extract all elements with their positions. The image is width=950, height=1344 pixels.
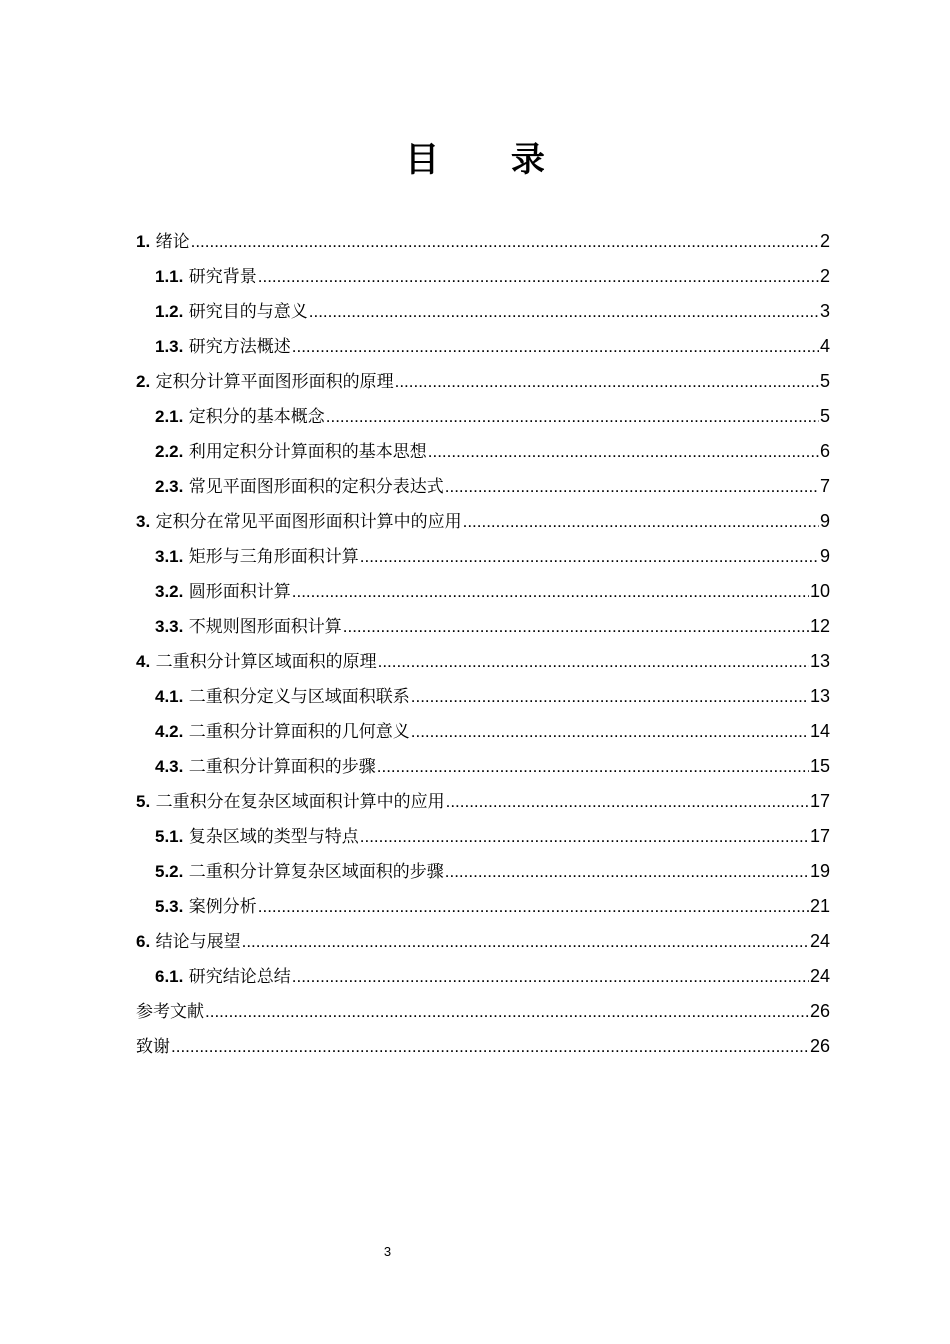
toc-entry[interactable] <box>136 683 830 718</box>
toc-entry-label <box>155 684 410 710</box>
toc-entry-page: 17 <box>809 826 830 846</box>
toc-entry-title: 二重积分计算复杂区域面积的步骤 <box>183 862 444 882</box>
toc-entry-title: 二重积分定义与区域面积联系 <box>183 687 410 707</box>
toc-entry-number: 2.3. <box>155 477 184 496</box>
toc-entry-number: 6.1. <box>155 967 184 986</box>
toc-entry-title: 研究目的与意义 <box>183 302 308 322</box>
toc-entry-number: 3.3. <box>155 617 184 636</box>
toc-entry-page: 10 <box>809 581 830 601</box>
toc-entry[interactable] <box>136 333 830 368</box>
toc-entry-label <box>155 824 359 850</box>
toc-entry[interactable] <box>136 263 830 298</box>
toc-dot-leader <box>445 859 809 885</box>
toc-entry-label <box>155 719 410 745</box>
toc-entry-page: 26 <box>809 1001 830 1021</box>
toc-dot-leader <box>428 439 819 465</box>
toc-dot-leader <box>360 824 809 850</box>
toc-entry-title: 二重积分在复杂区域面积计算中的应用 <box>150 792 445 812</box>
toc-entry-label <box>136 1034 170 1060</box>
toc-entry-page: 3 <box>819 301 830 321</box>
toc-entry-number: 6. <box>136 932 151 951</box>
toc-dot-leader <box>242 929 809 955</box>
toc-dot-leader <box>463 509 819 535</box>
toc-entry-title: 绪论 <box>150 232 190 252</box>
toc-entry-title: 二重积分计算区域面积的原理 <box>150 652 377 672</box>
toc-entry-label <box>155 474 444 500</box>
toc-entry[interactable] <box>136 928 830 963</box>
toc-entry-title: 定积分计算平面图形面积的原理 <box>150 372 394 392</box>
toc-entry-page: 21 <box>809 896 830 916</box>
toc-entry[interactable] <box>136 403 830 438</box>
toc-entry-number: 1.3. <box>155 337 184 356</box>
toc-dot-leader <box>258 264 819 290</box>
toc-entry[interactable] <box>136 963 830 998</box>
toc-entry-title: 研究结论总结 <box>183 967 291 987</box>
toc-dot-leader <box>171 1034 809 1060</box>
toc-entry-label <box>155 614 342 640</box>
toc-entry-page: 17 <box>809 791 830 811</box>
toc-dot-leader <box>191 229 819 255</box>
table-of-contents <box>136 228 830 1068</box>
toc-entry[interactable] <box>136 438 830 473</box>
toc-entry-title: 研究方法概述 <box>183 337 291 357</box>
toc-entry[interactable] <box>136 368 830 403</box>
toc-dot-leader <box>292 964 809 990</box>
toc-entry-title: 常见平面图形面积的定积分表达式 <box>183 477 444 497</box>
toc-entry-label <box>155 894 257 920</box>
toc-entry-label <box>136 509 462 535</box>
toc-entry[interactable] <box>136 1033 830 1068</box>
toc-dot-leader <box>377 754 809 780</box>
toc-dot-leader <box>378 649 809 675</box>
toc-entry-number: 1. <box>136 232 151 251</box>
toc-entry[interactable] <box>136 508 830 543</box>
toc-entry-label <box>136 369 394 395</box>
toc-entry-page: 9 <box>819 511 830 531</box>
toc-dot-leader <box>411 719 809 745</box>
toc-entry-label <box>155 544 359 570</box>
toc-entry[interactable] <box>136 228 830 263</box>
toc-entry-number: 2.1. <box>155 407 184 426</box>
toc-entry-page: 5 <box>819 371 830 391</box>
toc-dot-leader <box>360 544 819 570</box>
toc-dot-leader <box>411 684 809 710</box>
toc-entry-page: 13 <box>809 686 830 706</box>
toc-entry-number: 4.1. <box>155 687 184 706</box>
toc-entry[interactable] <box>136 893 830 928</box>
toc-entry-page: 4 <box>819 336 830 356</box>
toc-entry-title: 不规则图形面积计算 <box>183 617 342 637</box>
toc-entry[interactable] <box>136 543 830 578</box>
toc-entry-title: 致谢 <box>136 1037 170 1057</box>
toc-entry-label <box>136 999 204 1025</box>
toc-entry-number: 1.2. <box>155 302 184 321</box>
toc-entry[interactable] <box>136 998 830 1033</box>
toc-dot-leader <box>395 369 819 395</box>
toc-entry-label <box>155 579 291 605</box>
toc-entry-number: 5.1. <box>155 827 184 846</box>
toc-entry-page: 13 <box>809 651 830 671</box>
toc-entry[interactable] <box>136 613 830 648</box>
toc-entry[interactable] <box>136 788 830 823</box>
toc-entry-title: 定积分的基本概念 <box>183 407 325 427</box>
toc-entry-label <box>155 264 257 290</box>
toc-entry-number: 3.2. <box>155 582 184 601</box>
toc-entry-title: 利用定积分计算面积的基本思想 <box>183 442 427 462</box>
toc-entry-page: 24 <box>809 931 830 951</box>
toc-entry-number: 3. <box>136 512 151 531</box>
toc-entry[interactable] <box>136 858 830 893</box>
toc-entry-title: 结论与展望 <box>150 932 241 952</box>
toc-entry-title: 研究背景 <box>183 267 257 287</box>
toc-entry[interactable] <box>136 578 830 613</box>
toc-entry-number: 4.2. <box>155 722 184 741</box>
footer-page-number: 3 <box>383 1244 392 1259</box>
toc-entry-page: 6 <box>819 441 830 461</box>
toc-entry-page: 2 <box>819 266 830 286</box>
toc-entry[interactable] <box>136 298 830 333</box>
toc-entry[interactable] <box>136 648 830 683</box>
toc-dot-leader <box>343 614 809 640</box>
toc-entry-title: 案例分析 <box>183 897 257 917</box>
toc-entry-title: 二重积分计算面积的几何意义 <box>183 722 410 742</box>
toc-entry-number: 2.2. <box>155 442 184 461</box>
toc-entry-label <box>155 299 308 325</box>
toc-entry-label <box>136 929 241 955</box>
toc-entry-page: 12 <box>809 616 830 636</box>
toc-entry-number: 5.2. <box>155 862 184 881</box>
toc-dot-leader <box>326 404 819 430</box>
toc-entry-number: 5. <box>136 792 151 811</box>
toc-dot-leader <box>309 299 819 325</box>
toc-entry-title: 复杂区域的类型与特点 <box>183 827 359 847</box>
toc-entry-label <box>155 439 427 465</box>
toc-entry-label <box>136 789 445 815</box>
toc-entry-label <box>136 649 377 675</box>
toc-dot-leader <box>258 894 809 920</box>
toc-entry-label <box>155 334 291 360</box>
toc-entry-title: 定积分在常见平面图形面积计算中的应用 <box>150 512 462 532</box>
toc-entry-label <box>155 964 291 990</box>
toc-entry-title: 圆形面积计算 <box>183 582 291 602</box>
toc-entry[interactable] <box>136 473 830 508</box>
toc-dot-leader <box>292 334 819 360</box>
toc-entry[interactable] <box>136 753 830 788</box>
page-title: 目 录 <box>405 140 575 180</box>
toc-entry-page: 9 <box>819 546 830 566</box>
toc-entry-page: 24 <box>809 966 830 986</box>
toc-entry-title: 参考文献 <box>136 1002 204 1022</box>
toc-entry[interactable] <box>136 823 830 858</box>
toc-entry-number: 2. <box>136 372 151 391</box>
toc-entry-title: 二重积分计算面积的步骤 <box>183 757 376 777</box>
toc-entry-label <box>155 754 376 780</box>
toc-entry-page: 5 <box>819 406 830 426</box>
toc-entry-number: 4.3. <box>155 757 184 776</box>
toc-dot-leader <box>292 579 809 605</box>
toc-entry[interactable] <box>136 718 830 753</box>
toc-entry-page: 7 <box>819 476 830 496</box>
toc-entry-page: 15 <box>809 756 830 776</box>
toc-entry-number: 1.1. <box>155 267 184 286</box>
toc-dot-leader <box>205 999 809 1025</box>
toc-entry-title: 矩形与三角形面积计算 <box>183 547 359 567</box>
toc-dot-leader <box>446 789 809 815</box>
toc-entry-number: 5.3. <box>155 897 184 916</box>
toc-entry-page: 14 <box>809 721 830 741</box>
toc-entry-page: 2 <box>819 231 830 251</box>
toc-dot-leader <box>445 474 819 500</box>
toc-entry-number: 4. <box>136 652 151 671</box>
toc-entry-page: 19 <box>809 861 830 881</box>
toc-entry-page: 26 <box>809 1036 830 1056</box>
toc-entry-label <box>155 859 444 885</box>
toc-entry-number: 3.1. <box>155 547 184 566</box>
toc-entry-label <box>155 404 325 430</box>
toc-entry-label <box>136 229 190 255</box>
